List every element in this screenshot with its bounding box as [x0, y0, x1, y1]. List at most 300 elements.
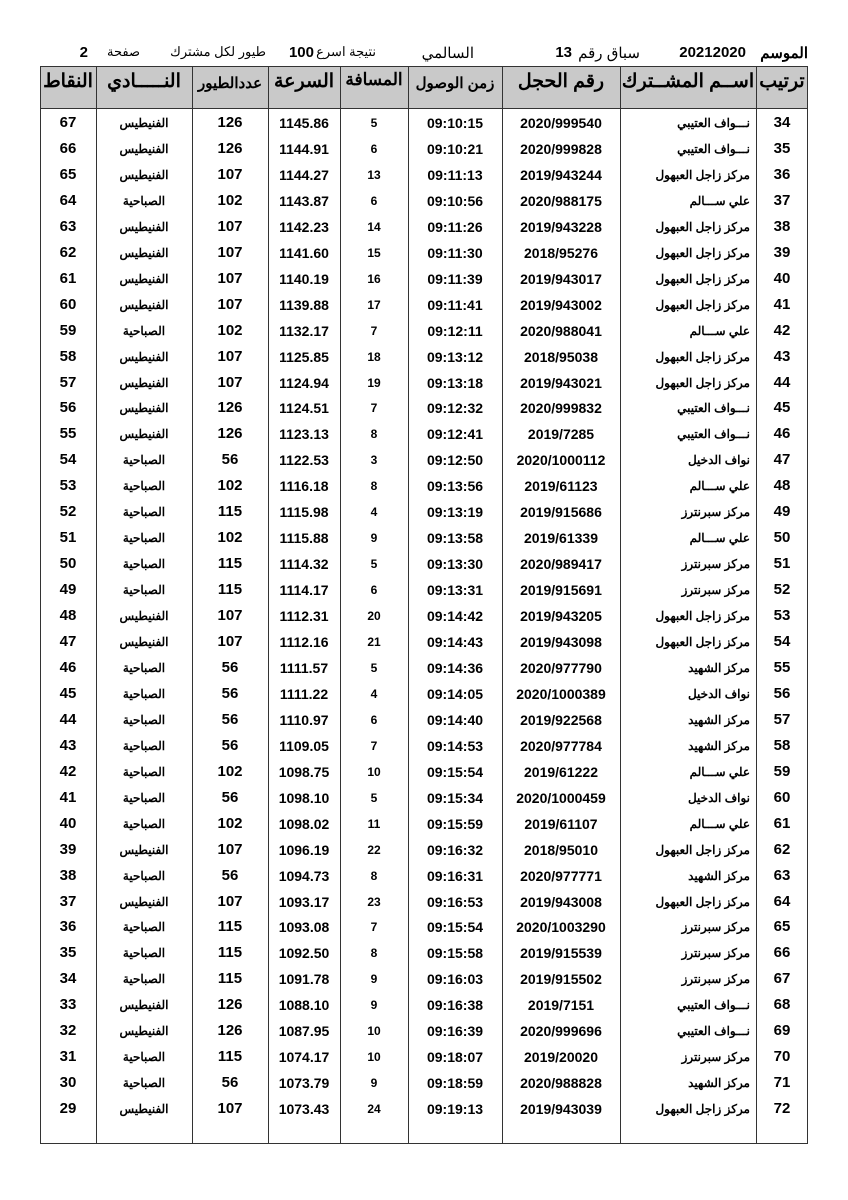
- cell-rank: 57: [773, 710, 791, 728]
- cell-rank: 48: [773, 477, 791, 495]
- cell-speed: 1114.17: [279, 582, 329, 599]
- cell-club: الصباحية: [122, 1050, 166, 1065]
- cell-arrival: 09:19:13: [426, 1101, 484, 1118]
- cell-distance: 15: [367, 245, 381, 260]
- cell-arrival: 09:16:32: [426, 841, 484, 858]
- cell-points: 45: [59, 684, 77, 702]
- cell-rank: 45: [773, 399, 791, 417]
- header-birds: عددالطيور: [197, 75, 263, 92]
- cell-club: الصباحية: [122, 531, 166, 546]
- cell-club: الفنيطيس: [119, 427, 169, 442]
- cell-participant: نواف الدخيل: [687, 453, 750, 468]
- cell-club: الفنيطيس: [119, 401, 169, 416]
- cell-ring: 2020/1000459: [516, 789, 606, 806]
- cell-ring: 2019/943021: [520, 374, 602, 391]
- cell-club: الصباحية: [122, 557, 166, 572]
- cell-club: الصباحية: [122, 193, 166, 208]
- cell-rank: 53: [773, 607, 791, 625]
- cell-rank: 65: [773, 918, 791, 936]
- cell-distance: 5: [370, 557, 378, 572]
- cell-distance: 9: [370, 1076, 378, 1091]
- cell-speed: 1092.50: [278, 945, 330, 962]
- cell-arrival: 09:15:58: [426, 945, 484, 962]
- cell-ring: 2019/943098: [520, 634, 602, 650]
- cell-speed: 1114.32: [279, 556, 329, 573]
- cell-participant: نواف الدخيل: [687, 790, 750, 805]
- cell-ring: 2019/7285: [527, 426, 595, 443]
- cell-rank: 46: [773, 425, 791, 443]
- cell-points: 33: [59, 996, 77, 1014]
- cell-rank: 61: [773, 814, 791, 832]
- cell-rank: 43: [773, 347, 791, 365]
- cell-rank: 34: [773, 114, 791, 131]
- cell-birds: 115: [217, 918, 243, 936]
- cell-points: 67: [59, 114, 77, 131]
- cell-birds: 115: [217, 944, 243, 962]
- cell-rank: 55: [773, 658, 791, 676]
- cell-ring: 2020/1003290: [516, 919, 606, 936]
- cell-participant: مركز زاجل العبهول: [655, 894, 750, 909]
- cell-birds: 56: [221, 658, 239, 676]
- cell-birds: 102: [217, 814, 243, 832]
- cell-birds: 126: [217, 1022, 243, 1040]
- cell-speed: 1115.88: [279, 530, 329, 547]
- cell-birds: 56: [221, 736, 239, 754]
- cell-participant: علي ســـالم: [689, 531, 750, 546]
- header-points: النقاط: [43, 71, 93, 92]
- cell-club: الصباحية: [122, 660, 166, 675]
- cell-speed: 1111.57: [279, 659, 329, 676]
- cell-ring: 2019/943039: [520, 1101, 602, 1118]
- cell-speed: 1073.43: [278, 1101, 330, 1118]
- cell-arrival: 09:15:54: [426, 763, 484, 780]
- cell-points: 31: [59, 1048, 77, 1066]
- cell-ring: 2019/922568: [520, 711, 602, 728]
- cell-rank: 68: [773, 996, 791, 1014]
- cell-arrival: 09:11:41: [427, 296, 483, 313]
- cell-speed: 1122.53: [279, 452, 329, 469]
- cell-speed: 1111.22: [279, 685, 329, 702]
- cell-speed: 1123.13: [279, 426, 329, 443]
- cell-participant: علي ســـالم: [689, 193, 750, 208]
- cell-arrival: 09:16:03: [426, 971, 484, 988]
- cell-points: 53: [59, 477, 77, 495]
- cell-ring: 2020/977790: [520, 659, 602, 676]
- cell-distance: 6: [370, 583, 378, 598]
- cell-points: 51: [59, 529, 77, 547]
- cell-speed: 1124.94: [279, 374, 329, 391]
- cell-birds: 115: [217, 555, 243, 573]
- cell-speed: 1132.17: [279, 322, 329, 339]
- cell-birds: 107: [217, 295, 243, 313]
- cell-ring: 2020/977771: [520, 867, 602, 884]
- cell-participant: مركز سبرنترز: [681, 920, 750, 935]
- page-number: 2: [79, 44, 88, 61]
- cell-club: الفنيطيس: [119, 219, 169, 234]
- cell-ring: 2020/1000112: [516, 452, 606, 469]
- cell-speed: 1098.10: [278, 789, 330, 806]
- cell-points: 39: [59, 840, 77, 858]
- cell-rank: 70: [773, 1048, 791, 1066]
- cell-club: الفنيطيس: [119, 1102, 169, 1117]
- cell-points: 37: [59, 892, 77, 910]
- cell-points: 57: [59, 373, 77, 391]
- cell-distance: 16: [367, 271, 381, 286]
- cell-distance: 10: [367, 1024, 381, 1039]
- cell-arrival: 09:14:05: [426, 685, 484, 702]
- cell-birds: 107: [217, 633, 243, 650]
- cell-rank: 35: [773, 139, 791, 157]
- cell-speed: 1094.73: [278, 867, 330, 884]
- cell-arrival: 09:16:38: [426, 997, 484, 1014]
- cell-arrival: 09:13:30: [426, 556, 484, 573]
- cell-distance: 8: [370, 946, 378, 961]
- cell-points: 44: [59, 710, 77, 728]
- cell-rank: 69: [773, 1022, 791, 1040]
- cell-rank: 47: [773, 451, 791, 469]
- cell-birds: 102: [217, 191, 243, 209]
- cell-points: 32: [59, 1022, 77, 1040]
- cell-speed: 1098.75: [278, 763, 330, 780]
- cell-distance: 13: [367, 167, 381, 182]
- cell-birds: 107: [217, 347, 243, 365]
- cell-speed: 1125.85: [279, 348, 329, 365]
- cell-arrival: 09:13:19: [426, 504, 484, 521]
- cell-participant: نـــواف العتيبي: [677, 1024, 750, 1039]
- cell-speed: 1074.17: [278, 1049, 330, 1066]
- cell-rank: 40: [773, 269, 791, 287]
- cell-distance: 9: [370, 998, 378, 1013]
- cell-participant: مركز سبرنترز: [681, 946, 750, 961]
- cell-birds: 126: [217, 399, 243, 417]
- cell-participant: مركز زاجل العبهول: [655, 297, 750, 312]
- cell-participant: نـــواف العتيبي: [677, 116, 750, 130]
- cell-club: الصباحية: [122, 453, 166, 468]
- cell-arrival: 09:13:31: [426, 582, 484, 599]
- cell-speed: 1093.17: [278, 893, 330, 910]
- cell-club: الصباحية: [122, 686, 166, 701]
- cell-points: 42: [59, 762, 77, 780]
- cell-participant: علي ســـالم: [689, 764, 750, 779]
- cell-birds: 107: [217, 892, 243, 910]
- cell-arrival: 09:13:12: [426, 348, 484, 365]
- result-label: نتيجة اسرع: [316, 44, 376, 59]
- cell-distance: 21: [367, 635, 381, 649]
- cell-rank: 64: [773, 892, 791, 910]
- cell-participant: مركز الشهيد: [688, 868, 750, 883]
- cell-distance: 3: [370, 453, 378, 468]
- cell-birds: 102: [217, 529, 243, 547]
- cell-arrival: 09:12:41: [426, 426, 484, 443]
- cell-club: الفنيطيس: [119, 167, 169, 182]
- cell-rank: 37: [773, 191, 791, 209]
- cell-speed: 1098.02: [278, 815, 330, 832]
- cell-birds: 107: [217, 373, 243, 391]
- cell-points: 34: [59, 970, 77, 988]
- cell-speed: 1143.87: [279, 192, 329, 209]
- cell-distance: 10: [367, 764, 381, 779]
- cell-ring: 2020/988828: [520, 1075, 602, 1092]
- cell-birds: 56: [221, 451, 239, 469]
- cell-distance: 7: [370, 323, 378, 338]
- cell-speed: 1115.98: [279, 504, 329, 521]
- cell-participant: مركز الشهيد: [688, 1076, 750, 1091]
- cell-points: 62: [59, 243, 77, 261]
- cell-arrival: 09:11:26: [427, 218, 483, 235]
- cell-points: 52: [59, 503, 77, 521]
- cell-arrival: 09:12:32: [426, 400, 484, 417]
- cell-distance: 6: [370, 712, 378, 727]
- cell-ring: 2019/7151: [527, 997, 595, 1014]
- cell-ring: 2019/61123: [524, 478, 598, 495]
- cell-points: 38: [59, 866, 77, 884]
- location: السالمي: [421, 45, 474, 62]
- cell-participant: نـــواف العتيبي: [677, 427, 750, 442]
- cell-club: الصباحية: [122, 946, 166, 961]
- cell-ring: 2020/999696: [520, 1023, 602, 1040]
- cell-club: الصباحية: [122, 764, 166, 779]
- cell-distance: 7: [370, 920, 378, 935]
- cell-rank: 54: [773, 633, 791, 650]
- cell-ring: 2019/61339: [524, 530, 598, 547]
- cell-club: الصباحية: [122, 972, 166, 987]
- cell-distance: 5: [370, 660, 378, 675]
- cell-points: 59: [59, 321, 77, 339]
- cell-ring: 2019/61222: [524, 763, 598, 780]
- cell-participant: مركز زاجل العبهول: [655, 635, 750, 649]
- cell-distance: 9: [370, 972, 378, 987]
- cell-participant: مركز زاجل العبهول: [655, 245, 750, 260]
- cell-speed: 1124.51: [279, 400, 329, 417]
- cell-birds: 56: [221, 866, 239, 884]
- cell-arrival: 09:14:42: [426, 608, 484, 625]
- header-ring: رقم الحجل: [517, 71, 605, 92]
- cell-arrival: 09:14:53: [426, 737, 484, 754]
- header-arrival: زمن الوصول: [415, 75, 495, 92]
- cell-rank: 58: [773, 736, 791, 754]
- cell-arrival: 09:15:54: [426, 919, 484, 936]
- cell-participant: مركز زاجل العبهول: [655, 271, 750, 286]
- cell-arrival: 09:11:13: [427, 166, 483, 183]
- cell-participant: نـــواف العتيبي: [677, 998, 750, 1013]
- cell-points: 41: [59, 788, 77, 806]
- cell-distance: 8: [370, 479, 378, 494]
- cell-distance: 14: [367, 219, 381, 234]
- cell-rank: 51: [773, 555, 791, 573]
- cell-distance: 8: [370, 868, 378, 883]
- cell-arrival: 09:10:21: [426, 140, 484, 157]
- cell-birds: 115: [217, 970, 243, 988]
- cell-participant: علي ســـالم: [689, 816, 750, 831]
- cell-arrival: 09:14:40: [426, 711, 484, 728]
- cell-arrival: 09:16:53: [426, 893, 484, 910]
- cell-distance: 9: [370, 531, 378, 546]
- cell-arrival: 09:15:59: [426, 815, 484, 832]
- cell-ring: 2020/988175: [520, 192, 602, 209]
- cell-club: الفنيطيس: [119, 842, 169, 857]
- cell-speed: 1139.88: [279, 296, 329, 313]
- cell-distance: 7: [370, 401, 378, 416]
- cell-distance: 23: [367, 894, 381, 909]
- cell-arrival: 09:16:39: [426, 1023, 484, 1040]
- cell-points: 66: [59, 139, 77, 157]
- cell-birds: 107: [217, 217, 243, 235]
- cell-participant: مركز الشهيد: [688, 738, 750, 753]
- cell-club: الصباحية: [122, 583, 166, 598]
- cell-participant: علي ســـالم: [689, 479, 750, 494]
- cell-club: الصباحية: [122, 479, 166, 494]
- cell-club: الصباحية: [122, 738, 166, 753]
- cell-rank: 67: [773, 970, 791, 988]
- cell-distance: 18: [367, 349, 381, 364]
- cell-birds: 107: [217, 243, 243, 261]
- cell-speed: 1096.19: [278, 841, 330, 858]
- cell-birds: 102: [217, 762, 243, 780]
- cell-club: الفنيطيس: [119, 349, 169, 364]
- cell-birds: 56: [221, 788, 239, 806]
- cell-participant: مركز الشهيد: [688, 712, 750, 727]
- cell-ring: 2019/943002: [520, 296, 602, 313]
- cell-arrival: 09:15:34: [426, 789, 484, 806]
- cell-speed: 1091.78: [278, 971, 330, 988]
- cell-ring: 2018/95038: [524, 348, 598, 365]
- cell-points: 56: [59, 399, 77, 417]
- cell-ring: 2020/999540: [520, 115, 602, 131]
- cell-speed: 1088.10: [278, 997, 330, 1014]
- cell-distance: 24: [367, 1102, 381, 1117]
- cell-ring: 2020/977784: [520, 737, 602, 754]
- cell-ring: 2018/95276: [524, 244, 598, 261]
- cell-birds: 115: [217, 1048, 243, 1066]
- cell-points: 50: [59, 555, 77, 573]
- cell-participant: مركز زاجل العبهول: [655, 349, 750, 364]
- cell-ring: 2019/943017: [520, 270, 602, 287]
- cell-participant: علي ســـالم: [689, 323, 750, 338]
- cell-ring: 2018/95010: [524, 841, 598, 858]
- cell-ring: 2019/915686: [520, 504, 602, 521]
- cell-birds: 56: [221, 1074, 239, 1092]
- race-number: 13: [555, 44, 572, 61]
- cell-club: الصباحية: [122, 920, 166, 935]
- cell-points: 60: [59, 295, 77, 313]
- cell-ring: 2020/999832: [520, 400, 602, 417]
- cell-participant: مركز سبرنترز: [681, 557, 750, 572]
- cell-points: 29: [59, 1100, 77, 1118]
- cell-rank: 66: [773, 944, 791, 962]
- cell-participant: نـــواف العتيبي: [677, 401, 750, 416]
- cell-birds: 107: [217, 840, 243, 858]
- cell-rank: 60: [773, 788, 791, 806]
- cell-participant: مركز زاجل العبهول: [655, 167, 750, 182]
- cell-distance: 6: [370, 141, 378, 156]
- cell-distance: 6: [370, 193, 378, 208]
- cell-speed: 1087.95: [278, 1023, 330, 1040]
- cell-speed: 1109.05: [279, 737, 329, 754]
- cell-points: 30: [59, 1074, 77, 1092]
- header-speed: السرعة: [273, 71, 335, 92]
- cell-ring: 2019/915539: [520, 945, 602, 962]
- cell-birds: 102: [217, 321, 243, 339]
- cell-points: 40: [59, 814, 77, 832]
- cell-arrival: 09:13:56: [426, 478, 484, 495]
- cell-rank: 59: [773, 762, 791, 780]
- cell-arrival: 09:14:36: [426, 659, 484, 676]
- cell-ring: 2019/915691: [520, 582, 602, 599]
- cell-arrival: 09:14:43: [426, 634, 484, 650]
- cell-rank: 39: [773, 243, 791, 261]
- cell-points: 36: [59, 918, 77, 936]
- cell-participant: مركز زاجل العبهول: [655, 1102, 750, 1117]
- cell-speed: 1144.27: [279, 166, 329, 183]
- cell-participant: مركز الشهيد: [688, 660, 750, 675]
- cell-club: الصباحية: [122, 816, 166, 831]
- cell-distance: 10: [367, 1050, 381, 1065]
- cell-speed: 1110.97: [279, 711, 329, 728]
- cell-birds: 115: [217, 581, 243, 599]
- cell-participant: مركز سبرنترز: [681, 583, 750, 598]
- cell-arrival: 09:10:15: [426, 115, 484, 131]
- cell-rank: 36: [773, 165, 791, 183]
- cell-distance: 8: [370, 427, 378, 442]
- cell-rank: 56: [773, 684, 791, 702]
- cell-points: 58: [59, 347, 77, 365]
- header-club: النـــــادي: [107, 71, 181, 92]
- cell-birds: 107: [217, 607, 243, 625]
- cell-arrival: 09:12:11: [427, 322, 483, 339]
- cell-distance: 5: [370, 790, 378, 805]
- cell-distance: 19: [367, 375, 381, 390]
- cell-rank: 63: [773, 866, 791, 884]
- cell-participant: مركز سبرنترز: [681, 505, 750, 520]
- cell-distance: 17: [367, 297, 381, 312]
- cell-arrival: 09:12:50: [426, 452, 484, 469]
- cell-points: 48: [59, 607, 77, 625]
- cell-club: الفنيطيس: [119, 375, 169, 390]
- cell-club: الفنيطيس: [119, 998, 169, 1013]
- cell-points: 65: [59, 165, 77, 183]
- cell-participant: مركز سبرنترز: [681, 972, 750, 987]
- cell-participant: مركز زاجل العبهول: [655, 219, 750, 234]
- cell-club: الفنيطيس: [119, 609, 169, 624]
- cell-ring: 2020/999828: [520, 140, 602, 157]
- cell-ring: 2020/988041: [520, 322, 602, 339]
- cell-club: الصباحية: [122, 323, 166, 338]
- cell-birds: 126: [217, 996, 243, 1014]
- cell-points: 54: [59, 451, 77, 469]
- cell-rank: 50: [773, 529, 791, 547]
- cell-speed: 1144.91: [279, 140, 329, 157]
- cell-distance: 5: [370, 116, 378, 130]
- cell-club: الفنيطيس: [119, 116, 169, 130]
- cell-rank: 62: [773, 840, 791, 858]
- page-header: [40, 42, 808, 64]
- cell-points: 55: [59, 425, 77, 443]
- cell-participant: مركز زاجل العبهول: [655, 609, 750, 624]
- cell-participant: نواف الدخيل: [687, 686, 750, 701]
- cell-arrival: 09:18:07: [426, 1049, 484, 1066]
- cell-distance: 4: [370, 686, 378, 701]
- cell-rank: 72: [773, 1100, 791, 1118]
- cell-birds: 126: [217, 425, 243, 443]
- cell-speed: 1093.08: [278, 919, 330, 936]
- cell-club: الفنيطيس: [119, 635, 169, 649]
- cell-club: الفنيطيس: [119, 297, 169, 312]
- cell-rank: 52: [773, 581, 791, 599]
- cell-ring: 2019/61107: [524, 815, 598, 832]
- cell-birds: 107: [217, 269, 243, 287]
- cell-ring: 2019/943228: [520, 218, 602, 235]
- cell-club: الصباحية: [122, 712, 166, 727]
